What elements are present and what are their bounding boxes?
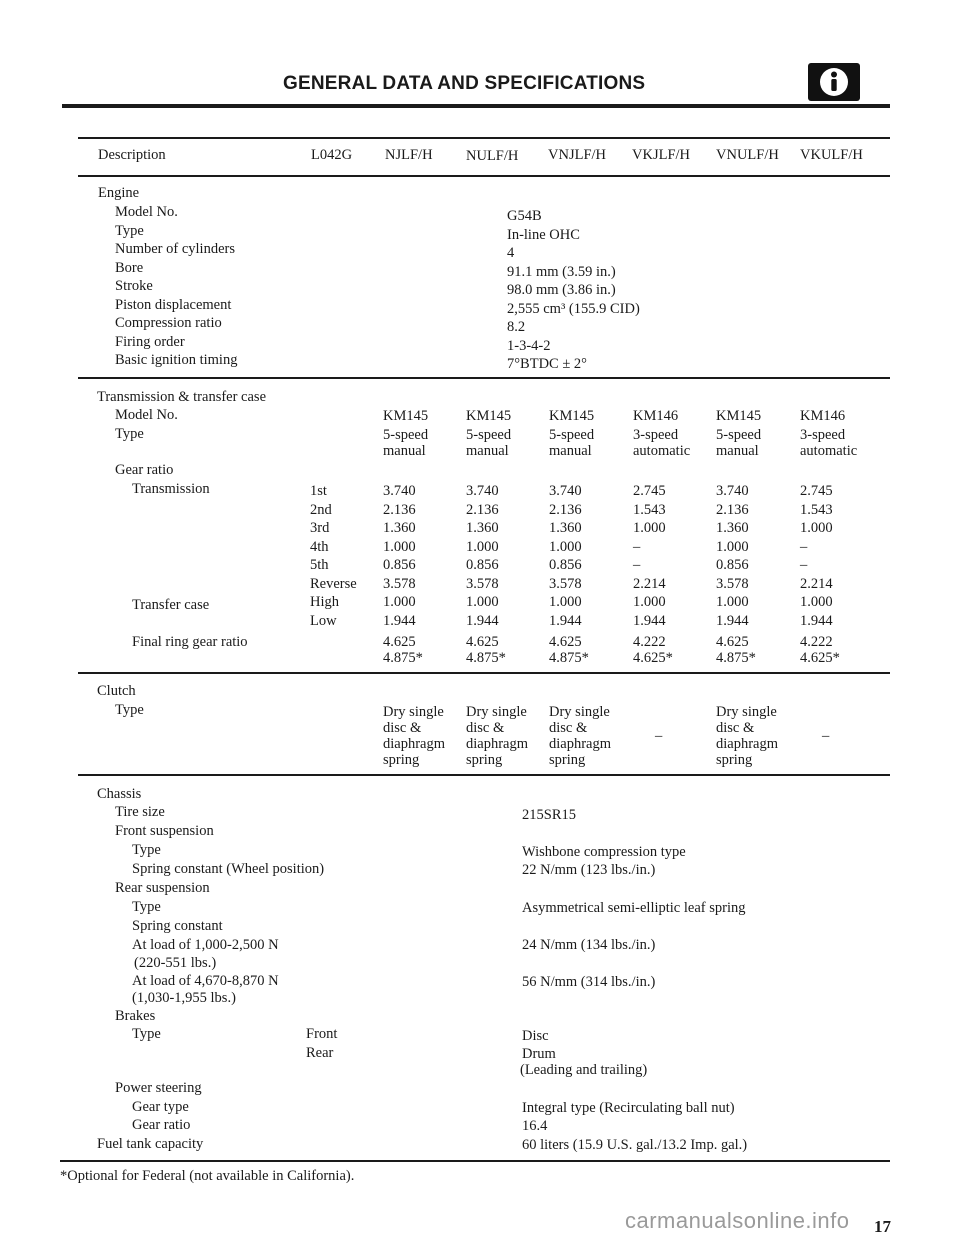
transmission-type: 3-speed: [633, 427, 679, 443]
gear-ratio-value: 2.136: [383, 501, 416, 518]
final-ring-value: 4.875*: [549, 650, 589, 666]
model-header-vkjlf: VKJLF/H: [632, 147, 691, 163]
gear-ratio-value: 1.000: [800, 594, 833, 610]
transmission-type: automatic: [800, 443, 858, 459]
gear-type-value: Integral type (Recirculating ball nut): [522, 1100, 735, 1116]
gear-ratio-value: 1.000: [633, 594, 666, 610]
transmission-type: 5-speed: [466, 427, 512, 443]
model-header-njlf: NJLF/H: [385, 147, 433, 163]
gear-ratio-value: 2.745: [633, 483, 666, 499]
load2-label-line1: At load of 4,670-8,870 N: [132, 973, 279, 989]
front-type-label: Type: [132, 842, 161, 858]
engine-label: Stroke: [115, 278, 153, 294]
load1-value: 24 N/mm (134 lbs./in.): [522, 937, 656, 953]
gear-sublabel: Reverse: [310, 575, 357, 592]
gear-ratio-value: 1.000: [800, 520, 833, 536]
gear-type-label: Gear type: [132, 1099, 189, 1115]
gear-ratio-value: 3.578: [716, 575, 749, 592]
front-type-value: Wishbone compression type: [522, 844, 686, 860]
transmission-model-no: KM146: [800, 408, 846, 424]
gear-sublabels: [310, 482, 357, 630]
fuel-tank-value: 60 liters (15.9 U.S. gal./13.2 Imp. gal.): [522, 1137, 748, 1153]
engine-label: Number of cylinders: [115, 241, 235, 257]
clutch-type-value: diaphragm: [383, 736, 446, 752]
clutch-type-value: disc &: [383, 720, 422, 736]
clutch-type-value: diaphragm: [466, 736, 529, 752]
clutch-type-value: –: [822, 728, 830, 744]
watermark: carmanualsonline.info: [625, 1208, 850, 1233]
model-header-l042g: L042G: [311, 147, 353, 163]
transmission-type: 5-speed: [549, 427, 595, 443]
gear-ratio-value: 3.578: [549, 575, 582, 592]
transmission-type: 5-speed: [716, 427, 762, 443]
chassis-section-title: Chassis: [97, 786, 142, 802]
transmission-type: manual: [716, 443, 759, 459]
model-header-vnulf: VNULF/H: [716, 147, 779, 163]
gear-ratio-value: –: [800, 538, 808, 555]
table-top-rule: [78, 137, 890, 139]
engine-value: 1-3-4-2: [507, 337, 551, 354]
clutch-type-value: diaphragm: [716, 736, 779, 752]
gear-ratio-value: 1.000: [466, 538, 499, 555]
engine-value: 4: [507, 245, 515, 261]
transmission-section-title: Transmission & transfer case: [97, 389, 267, 405]
gear-ratio-value: 1.360: [716, 520, 749, 536]
gear-ratio-value: 1.000: [383, 538, 416, 555]
transmission-type: automatic: [633, 443, 691, 459]
gear-ratio-value: 1.360: [466, 520, 499, 536]
final-ring-label: Final ring gear ratio: [132, 634, 248, 650]
clutch-type-value: disc &: [549, 720, 588, 736]
gear-ratio-value: 2.136: [716, 501, 749, 518]
engine-label: Basic ignition timing: [115, 352, 238, 368]
gear-ratio-value: 3.578: [466, 575, 499, 592]
gear-ratio-value: 1.944: [716, 612, 749, 629]
tire-size-label: Tire size: [115, 804, 165, 820]
transmission-type: manual: [466, 443, 509, 459]
gear-ratio-value: 2.136: [466, 501, 499, 518]
brakes-label: Brakes: [115, 1008, 156, 1024]
gear-ratio-value: 1.543: [633, 501, 666, 518]
brakes-type-label: Type: [132, 1026, 161, 1042]
clutch-type-value: spring: [549, 752, 586, 768]
trans-type-label: Type: [115, 426, 144, 442]
clutch-type-label: Type: [115, 702, 144, 718]
gear-ratio-label: Gear ratio: [115, 462, 174, 478]
engine-value: In-line OHC: [507, 226, 580, 243]
final-ring-value: 4.875*: [383, 650, 423, 666]
engine-value: G54B: [507, 208, 542, 224]
gear-ratio-value: 2.136: [549, 501, 582, 518]
page-title: GENERAL DATA AND SPECIFICATIONS: [283, 73, 646, 94]
info-icon: [808, 63, 860, 101]
fuel-tank-label: Fuel tank capacity: [97, 1136, 204, 1152]
rear-type-value: Asymmetrical semi-elliptic leaf spring: [522, 900, 746, 916]
gear-ratio-value: 1.944: [633, 612, 666, 629]
gear-ratio-value: 1.944: [549, 612, 582, 629]
engine-bottom-rule: [78, 377, 890, 379]
gear-ratio-value: 1.000: [549, 594, 582, 610]
gear-sublabel: 3rd: [310, 520, 330, 536]
gear-sublabel: High: [310, 594, 339, 610]
transmission-bottom-rule: [78, 672, 890, 674]
clutch-type-value: Dry single: [549, 704, 610, 720]
gear-ratio-value: 1.000: [549, 538, 582, 555]
front-spring-label: Spring constant (Wheel position): [132, 861, 325, 877]
page-number: 17: [874, 1217, 891, 1236]
brakes-front-value: Disc: [522, 1028, 549, 1044]
clutch-type-value: spring: [716, 752, 753, 768]
gear-ratio-value: 2.214: [633, 575, 666, 592]
gear-sublabel: 4th: [310, 538, 329, 555]
final-ring-value: 4.222: [800, 634, 833, 650]
gear-ratio-value: 1.543: [800, 501, 833, 518]
transmission-type: 3-speed: [800, 427, 846, 443]
gear-ratio-value: –: [633, 538, 641, 555]
engine-label: Model No.: [115, 204, 178, 220]
gear-ratio-value: 3.578: [383, 575, 416, 592]
model-header-vkulf: VKULF/H: [800, 147, 863, 163]
clutch-bottom-rule: [78, 774, 890, 776]
load1-label-line1: At load of 1,000-2,500 N: [132, 937, 279, 953]
engine-labels: [115, 203, 237, 370]
transmission-model-no: KM145: [466, 408, 512, 424]
clutch-type-value: Dry single: [466, 704, 527, 720]
clutch-type-value: Dry single: [383, 704, 444, 720]
gear-ratio-value: –: [633, 557, 641, 573]
gear-ratio-value: 3.740: [549, 483, 582, 499]
brakes-rear-value-line2: (Leading and trailing): [520, 1062, 648, 1078]
gear-ratio-value: 2.214: [800, 575, 833, 592]
final-ring-value: 4.625*: [633, 650, 673, 666]
final-ring-value: 4.625: [466, 634, 499, 650]
engine-section-title: Engine: [98, 185, 140, 201]
engine-values: [507, 207, 640, 374]
engine-value: 7°BTDC ± 2°: [507, 356, 587, 372]
transmission-type: manual: [383, 443, 426, 459]
gear-sublabel: 2nd: [310, 501, 332, 518]
engine-value: 98.0 mm (3.86 in.): [507, 282, 616, 298]
front-spring-value: 22 N/mm (123 lbs./in.): [522, 862, 656, 878]
transmission-type: 5-speed: [383, 427, 429, 443]
gear-ratio-value: 1.000: [716, 594, 749, 610]
gear-ratio-value: 1.000: [383, 594, 416, 610]
clutch-type-value: Dry single: [716, 704, 777, 720]
transfer-case-label: Transfer case: [132, 597, 210, 613]
steering-gear-ratio-value: 16.4: [522, 1118, 548, 1134]
header-bottom-rule: [78, 175, 890, 177]
load2-value: 56 N/mm (314 lbs./in.): [522, 974, 656, 990]
gear-ratio-value: 1.000: [716, 538, 749, 555]
gear-ratio-value: 1.360: [383, 520, 416, 536]
gear-ratio-value: 0.856: [466, 557, 499, 573]
gear-ratio-value: 0.856: [716, 557, 749, 573]
gear-ratio-value: 1.000: [633, 520, 666, 536]
model-header-nulf: NULF/H: [466, 148, 519, 164]
table-bottom-rule: [60, 1160, 890, 1162]
engine-label: Compression ratio: [115, 315, 222, 331]
brakes-rear-value-line1: Drum: [522, 1046, 556, 1062]
header-rule: [62, 104, 890, 108]
transmission-type: manual: [549, 443, 592, 459]
clutch-type-value: disc &: [716, 720, 755, 736]
gear-ratio-value: 1.944: [383, 612, 416, 629]
trans-model-label: Model No.: [115, 407, 178, 423]
engine-value: 91.1 mm (3.59 in.): [507, 263, 616, 280]
rear-suspension-label: Rear suspension: [115, 880, 210, 896]
clutch-type-value: diaphragm: [549, 736, 612, 752]
clutch-type-value: spring: [466, 752, 503, 768]
transmission-label: Transmission: [132, 481, 210, 497]
steering-gear-ratio-label: Gear ratio: [132, 1117, 191, 1133]
gear-sublabel: Low: [310, 612, 337, 629]
footnote: *Optional for Federal (not available in California).: [60, 1168, 355, 1184]
engine-value: 8.2: [507, 319, 526, 335]
info-icon-glyph: [808, 63, 860, 101]
engine-label: Piston displacement: [115, 296, 232, 313]
power-steering-label: Power steering: [115, 1080, 202, 1096]
final-ring-value: 4.625: [383, 634, 416, 650]
final-ring-value: 4.875*: [466, 650, 506, 666]
clutch-type-value: disc &: [466, 720, 505, 736]
transmission-model-no: KM145: [716, 408, 762, 424]
gear-ratio-value: 3.740: [383, 483, 416, 499]
clutch-type-value: spring: [383, 752, 420, 768]
gear-ratio-value: 3.740: [466, 483, 499, 499]
engine-value: 2,555 cm³ (155.9 CID): [507, 300, 640, 317]
final-ring-value: 4.222: [633, 634, 666, 650]
front-suspension-label: Front suspension: [115, 823, 214, 839]
final-ring-value: 4.625: [716, 634, 749, 650]
rear-spring-label: Spring constant: [132, 918, 223, 934]
final-ring-value: 4.625*: [800, 650, 840, 666]
gear-ratio-value: 1.944: [466, 612, 499, 629]
description-header: Description: [98, 147, 166, 163]
transmission-model-no: KM145: [383, 408, 429, 424]
gear-ratio-value: 0.856: [549, 557, 582, 573]
transmission-model-no: KM145: [549, 408, 595, 424]
brakes-rear-label: Rear: [306, 1045, 334, 1061]
clutch-type-value: –: [655, 728, 663, 744]
gear-sublabel: 1st: [310, 483, 327, 499]
gear-ratio-value: 2.745: [800, 483, 833, 499]
gear-ratio-value: –: [800, 557, 808, 573]
engine-label: Type: [115, 222, 144, 239]
gear-sublabel: 5th: [310, 557, 329, 573]
gear-ratio-value: 1.000: [466, 594, 499, 610]
gear-ratio-value: 1.944: [800, 612, 833, 629]
gear-ratio-value: 3.740: [716, 483, 749, 499]
gear-ratio-value: 0.856: [383, 557, 416, 573]
gear-ratio-value: 1.360: [549, 520, 582, 536]
engine-label: Bore: [115, 259, 144, 276]
engine-label: Firing order: [115, 333, 185, 350]
clutch-section-title: Clutch: [97, 683, 136, 699]
final-ring-value: 4.875*: [716, 650, 756, 666]
load2-label-line2: (1,030-1,955 lbs.): [132, 990, 236, 1006]
rear-type-label: Type: [132, 899, 161, 915]
tire-size-value: 215SR15: [522, 807, 576, 823]
final-ring-value: 4.625: [549, 634, 582, 650]
transmission-model-no: KM146: [633, 408, 679, 424]
load1-label-line2: (220-551 lbs.): [134, 955, 217, 971]
brakes-front-label: Front: [306, 1026, 338, 1042]
model-header-vnjlf: VNJLF/H: [548, 147, 607, 163]
